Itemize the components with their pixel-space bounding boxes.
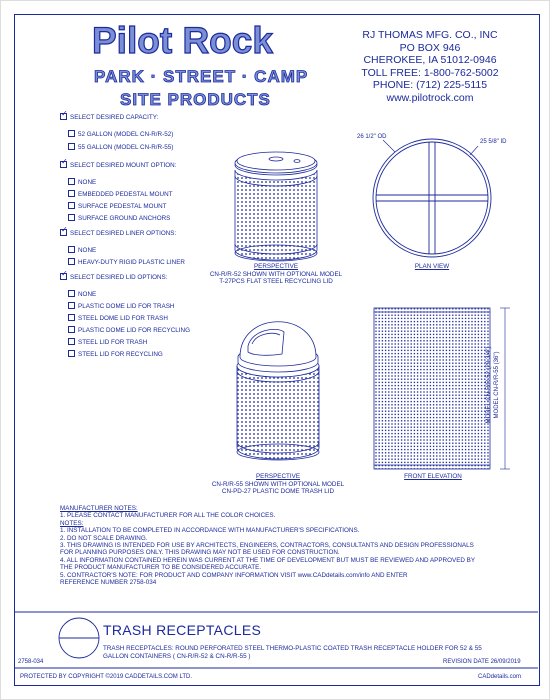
brand-tagline-2: SITE PRODUCTS — [120, 90, 271, 109]
notes-header: NOTES: — [60, 519, 84, 527]
caption-line: CN-PD-27 PLASTIC DOME TRASH LID — [221, 488, 335, 496]
caption-title: FRONT ELEVATION — [404, 473, 462, 480]
dimension-height-55: MODEL CN-R/R-55 (36") — [494, 351, 500, 419]
mount-option[interactable]: SURFACE GROUND ANCHORS — [68, 214, 170, 223]
caption-line: T-27PCS FLAT STEEL RECYCLING LID — [219, 278, 333, 286]
capacity-option[interactable]: 52 GALLON (MODEL CN-R/R-52) — [68, 130, 173, 139]
note-line: 1. PLEASE CONTACT MANUFACTURER FOR ALL THE COLOR CHOICES. — [60, 512, 276, 520]
manufacturer-notes-header: MANUFACTURER NOTES: — [60, 505, 138, 512]
mount-option[interactable]: SURFACE PEDESTAL MOUNT — [68, 202, 167, 211]
note-line: 2. DO NOT SCALE DRAWING. — [60, 534, 148, 542]
caption-perspective-1 — [196, 263, 356, 286]
liner-header[interactable]: ✓SELECT DESIRED LINER OPTIONS: — [60, 229, 176, 238]
drawing-title: TRASH RECEPTACLES — [103, 622, 262, 638]
caption-line: CN-R/R-52 SHOWN WITH OPTIONAL MODEL — [209, 270, 343, 278]
drawing-description: TRASH RECEPTACLES: ROUND PERFORATED STEEL THERMO-PLASTIC COATED TRASH RECEPTACLE HOLDER FOR 52 & 55 GALLON CONTAINERS ( CN-R/R-52 & CN-R/R-55 ) — [103, 645, 482, 660]
company-website[interactable]: www.pilotrock.com — [386, 91, 474, 104]
company-tollfree: TOLL FREE: 1-800-762-5002 — [361, 66, 499, 79]
caption-title: PLAN VIEW — [414, 263, 450, 270]
dimension-od: 26 1/2" OD — [357, 134, 387, 140]
reference-number: 2758-034 — [18, 659, 44, 665]
mount-option[interactable]: EMBEDDED PEDESTAL MOUNT — [68, 190, 172, 199]
company-pobox: PO BOX 946 — [399, 41, 461, 54]
lid-option[interactable]: STEEL LID FOR TRASH — [68, 338, 147, 347]
caption-line: CN-R/R-55 SHOWN WITH OPTIONAL MODEL — [211, 480, 345, 488]
lid-header[interactable]: ✓SELECT DESIRED LID OPTIONS: — [60, 273, 168, 282]
caption-plan-view — [392, 263, 472, 271]
perspective-flat-lid-drawing — [235, 152, 317, 261]
brand-logo: Pilot Rock — [92, 20, 273, 61]
note-line: REFERENCE NUMBER 2758-034 — [60, 579, 157, 587]
note-line: 4. ALL INFORMATION CONTAINED HEREIN WAS CURRENT AT THE TIME OF DEVELOPMENT BUT MUST BE REVIEWED AND APPROVED BY — [60, 556, 476, 564]
caption-perspective-2 — [198, 473, 358, 496]
liner-option[interactable]: HEAVY-DUTY RIGID PLASTIC LINER — [68, 258, 185, 267]
mount-header[interactable]: ✓SELECT DESIRED MOUNT OPTION: — [60, 161, 176, 170]
lid-option[interactable]: STEEL DOME LID FOR TRASH — [68, 314, 168, 323]
caddetails-link[interactable]: CADdetails.com — [478, 674, 522, 680]
company-city: CHEROKEE, IA 51012-0946 — [363, 54, 497, 66]
dimension-height-52: MODEL CN-R/R-52 (29 3/4") — [486, 346, 492, 424]
note-line: 5. CONTRACTOR'S NOTE: FOR PRODUCT AND COMPANY INFORMATION VISIT www.CADdetails.com/info AND ENTER — [60, 571, 408, 579]
note-line: FOR PLANNING PURPOSES ONLY. THIS DRAWING MAY NOT BE USED FOR CONSTRUCTION. — [60, 549, 340, 557]
revision-date: REVISION DATE 26/09/2019 — [443, 659, 521, 665]
note-line: 3. THIS DRAWING IS INTENDED FOR USE BY ARCHITECTS, ENGINEERS, CONTRACTORS, CONSULTANTS AND DESIGN PROFESSIONALS — [60, 542, 474, 550]
capacity-option[interactable]: 55 GALLON (MODEL CN-R/R-55) — [68, 143, 173, 152]
lid-option[interactable]: PLASTIC DOME LID FOR RECYCLING — [68, 326, 190, 335]
perspective-dome-lid-drawing — [237, 322, 319, 460]
caption-title: PERSPECTIVE — [253, 263, 299, 270]
liner-option[interactable]: NONE — [68, 246, 96, 255]
caption-front-elevation — [388, 473, 478, 481]
note-line: THE PRODUCT MANUFACTURER TO BE CONSIDERED ACCURATE. — [60, 564, 262, 572]
company-phone: PHONE: (712) 225-5115 — [372, 79, 488, 91]
company-name: RJ THOMAS MFG. CO., INC — [362, 29, 498, 41]
mount-option[interactable]: NONE — [68, 178, 96, 187]
dimension-id: 25 5/8" ID — [480, 139, 507, 145]
notes-section — [60, 505, 475, 586]
lid-option[interactable]: PLASTIC DOME LID FOR TRASH — [68, 302, 174, 311]
lid-option[interactable]: NONE — [68, 290, 96, 299]
brand-tagline-1: PARK · STREET · CAMP — [94, 67, 309, 86]
copyright-notice: PROTECTED BY COPYRIGHT ©2019 CADDETAILS.COM LTD. — [20, 674, 193, 680]
capacity-header[interactable]: ✓SELECT DESIRED CAPACITY: — [60, 113, 158, 122]
lid-option[interactable]: STEEL LID FOR RECYCLING — [68, 350, 163, 359]
caption-title: PERSPECTIVE — [255, 473, 301, 480]
note-line: 1. INSTALLATION TO BE COMPLETED IN ACCORDANCE WITH MANUFACTURER'S SPECIFICATIONS. — [60, 527, 360, 535]
plan-view-drawing — [373, 139, 491, 257]
